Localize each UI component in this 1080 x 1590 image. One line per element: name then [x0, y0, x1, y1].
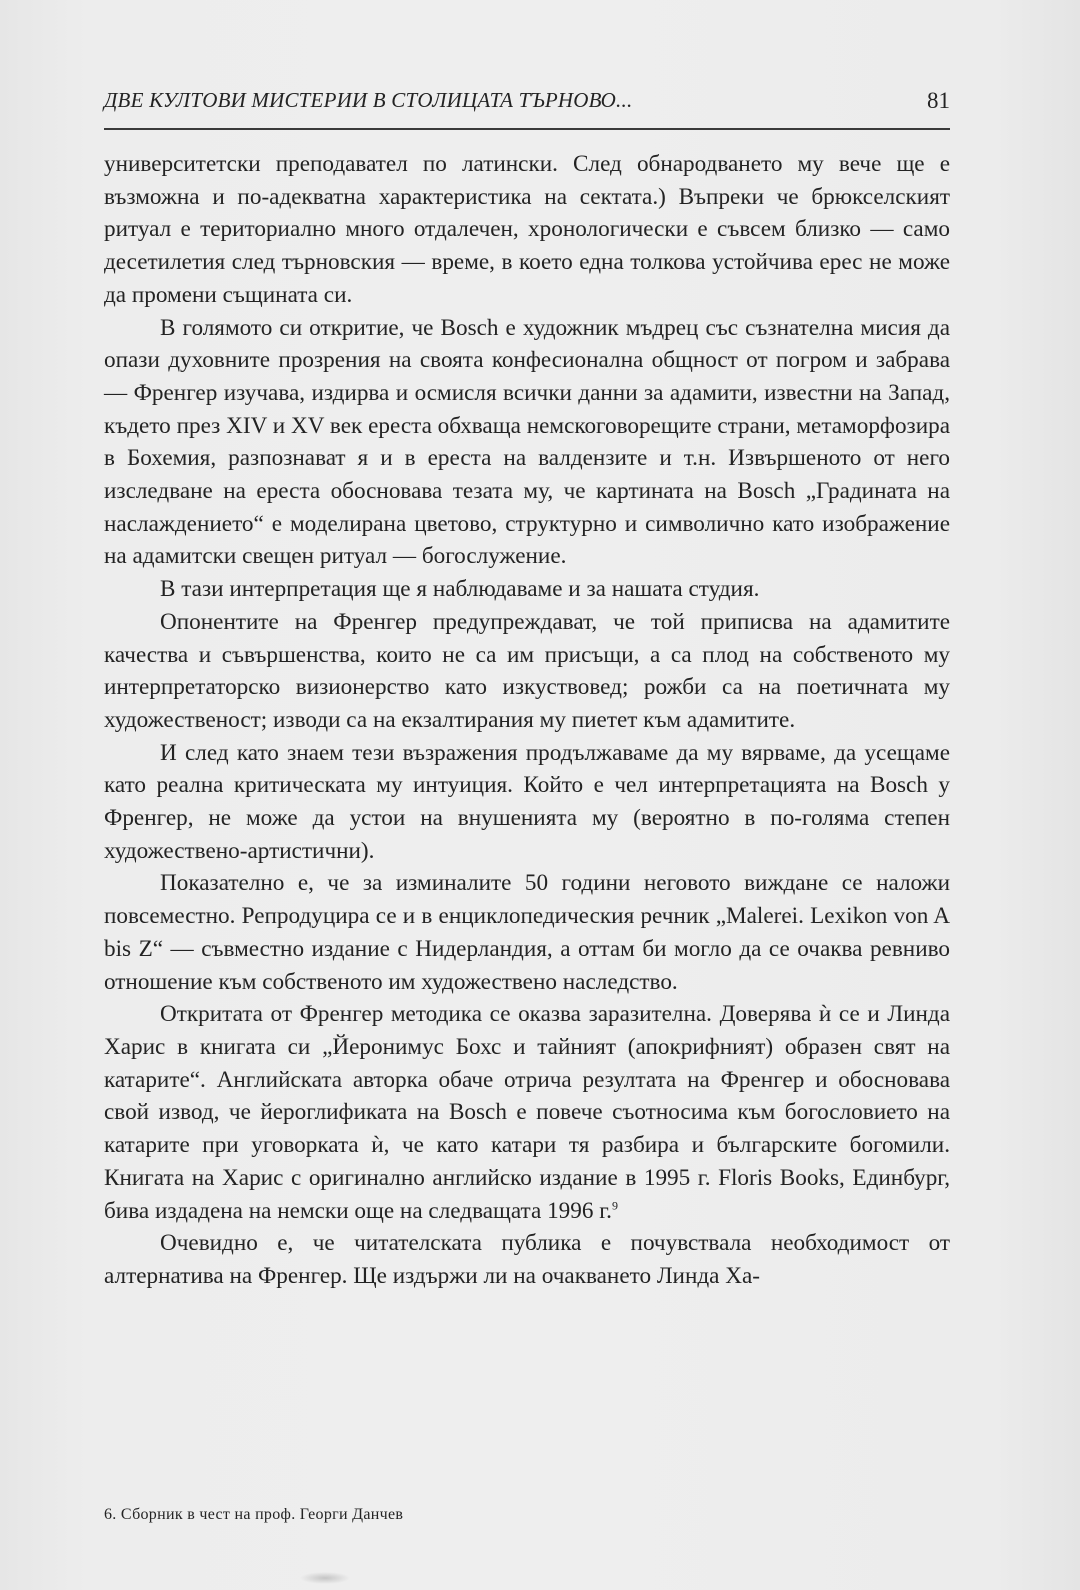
paragraph: Опонентите на Френгер предупреждават, че той приписва на адамитите качества и съвършенства, които не са им присъщи, а са плод на собственото му интерпретаторско визионерство като изкуствовед; рожби са на поетичната му художественост; изводи са на екзалтирания му пиетет към адамитите. [104, 608, 950, 733]
paragraph: И след като знаем тези възражения продължаваме да му вярваме, да усещаме като реална критическата му интуиция. Който е чел интерпретацията на Bosch у Френгер, не може да устои на внушенията му (вероятно в по-голяма степен художествено-артистични). [104, 739, 950, 864]
paragraph: университетски преподавател по латински. След обнародването му вече ще е възможна и по-адекватна характеристика на сектата.) Въпреки че брюкселският ритуал е териториално много отдалечен, хронологически е съвсем близко — само десетилетия след търновския — време, в което една толкова устойчива ерес не може да промени същината си. [104, 151, 950, 308]
signature-line: 6. Сборник в чест на проф. Георги Данчев [104, 1506, 404, 1523]
scan-smudge [300, 1572, 350, 1584]
footnote-marker: 9 [611, 1197, 618, 1212]
paragraph: В тази интерпретация ще я наблюдаваме и за нашата студия. [160, 576, 760, 603]
paragraph-text: Откритата от Френгер методика се оказва заразителна. Доверява ѝ се и Линда Харис в книгата си „Йеронимус Бохс и тайният (апокрифният) образен свят на катарите“. Английската авторка обаче отрича резултата на Френгер и обосновава свой извод, че йероглификата на Bosch е повече съотносима към богословието на катарите при уговорката ѝ, че като катари тя разбира и българските богомили. Книгата на Харис с оригинално английско издание в 1995 г. Floris Books, Единбург, бива издадена на немски още на следващата 1996 г. [104, 1001, 950, 1224]
paragraph: Очевидно е, че читателската публика е почувствала необходимост от алтернатива на Френгер. Ще издържи ли на очакването Линда Ха- [104, 1230, 950, 1289]
running-title: ДВЕ КУЛТОВИ МИСТЕРИИ В СТОЛИЦАТА ТЪРНОВО... [104, 88, 633, 112]
running-header [104, 84, 950, 130]
body-text [104, 148, 950, 1293]
paragraph-with-footnote [104, 998, 950, 1227]
paragraph: Показателно е, че за изминалите 50 години неговото виждане се наложи повсеместно. Репродуцира се и в енциклопедическия речник „Malerei. Lexikon von A bis Z“ — съвместно издание с Нидерландия, а оттам би могло да се очаква ревниво отношение към собственото им художествено наследство. [104, 870, 950, 995]
paragraph: В голямото си откритие, че Bosch е художник мъдрец със съзнателна мисия да опази духовните прозрения на своята конфесионална общност от погром и забрава — Френгер изучава, издирва и осмисля всички данни за адамити, известни на Запад, където през XIV и XV век ереста обхваща немскоговорещите страни, метаморфозира в Бохемия, разпознават я и в ереста на валдензите и т.н. Извършеното от него изследване на ереста обосновава тезата му, че картината на Bosch „Градината на наслаждението“ е моделирана цветово, структурно и символично като изображение на адамитски свещен ритуал — богослужение. [104, 314, 950, 570]
page-number: 81 [927, 88, 950, 113]
